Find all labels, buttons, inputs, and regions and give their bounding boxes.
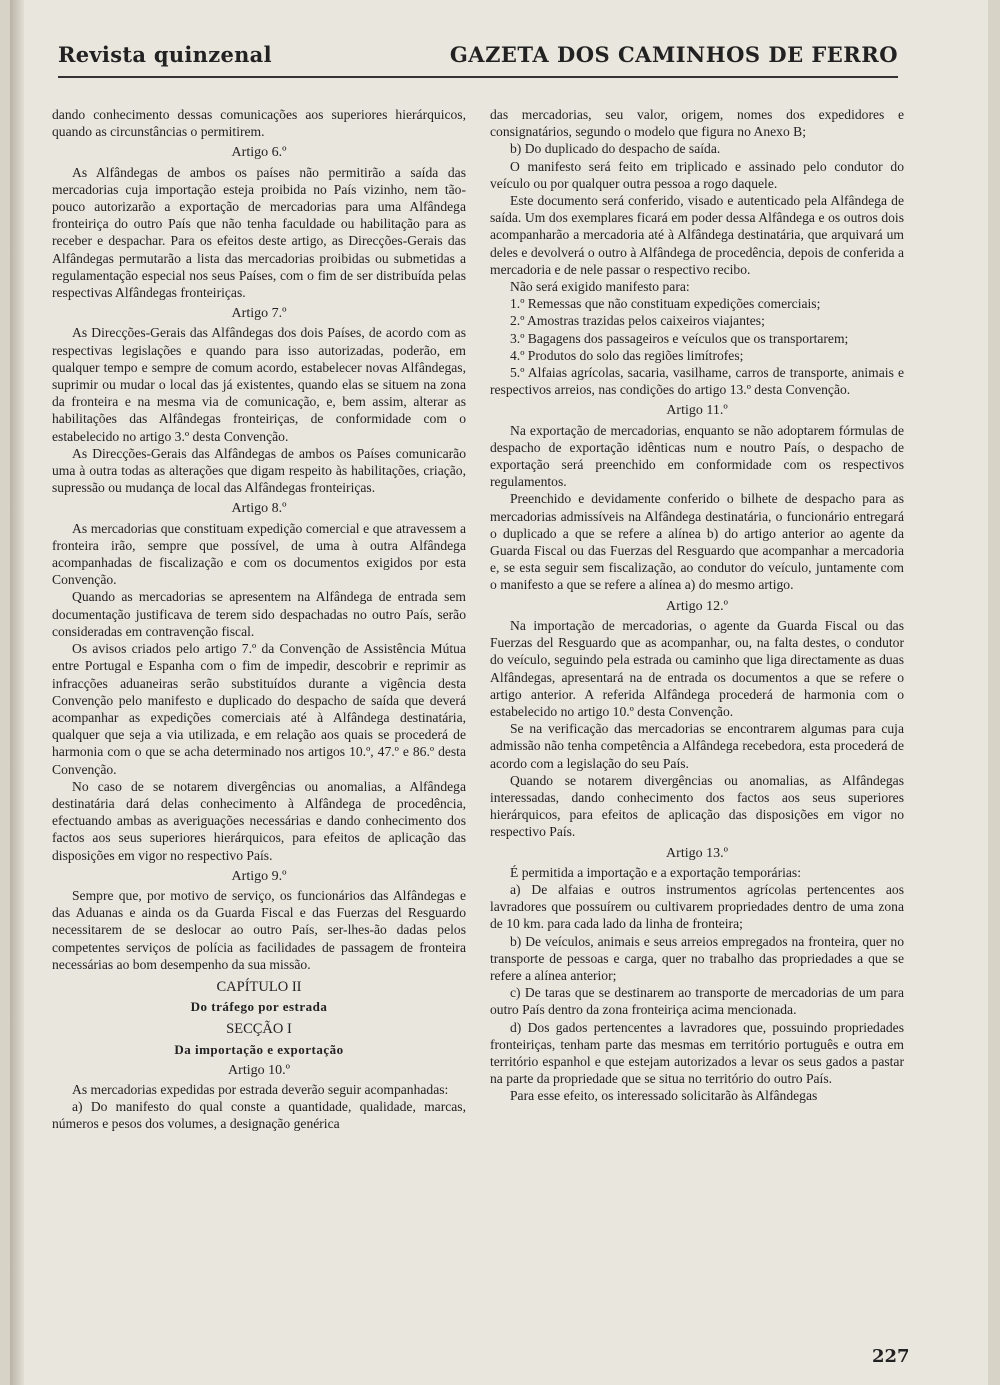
paragraph: 3.º Bagagens dos passageiros e veículos que os transportarem; [510,330,849,346]
article-heading: Artigo 10.º [228,1062,290,1078]
header-rule [58,76,898,78]
article-heading: Artigo 12.º [666,598,728,614]
section-subheading: Da importação e exportação [174,1041,344,1057]
paragraph: Sempre que, por motivo de serviço, os funcionários das Alfândegas e das Aduanas e ainda os da Guarda Fiscal e das Fuerzas del Resguardo necessitarem de se deslocar ao outro País, ser-lhes-ão dadas pelos competentes serviços de polícia as facilidades de passagem de fronteira necessárias ao bom desempenho da sua missão. [52,887,466,972]
paragraph: É permitida a importação e a exportação temporárias: [510,864,801,880]
paragraph: As mercadorias que constituam expedição comercial e que atravessem a fronteira irão, sempre que possível, de uma à outra Alfândega acompanhadas de fiscalização e com os documentos exigidos por esta Convenção. [52,520,466,588]
header-left-title: Revista quinzenal [58,42,272,67]
paragraph: Se na verificação das mercadorias se encontrarem algumas para cuja admissão não tenha competência a Alfândega recebedora, esta procederá de acordo com a legislação do seu País. [490,721,904,771]
paragraph: b) Do duplicado do despacho de saída. [510,141,721,157]
paragraph: As Direcções-Gerais das Alfândegas dos dois Países, de acordo com as respectivas legislações e quando para isso autorizadas, poderão, em qualquer tempo e sempre de comum acordo, estabelecer novas Alfândegas, suprimir ou mudar o local das já existentes, quando elas se situem na zona da fronteira e na mesma via de comunicação, e, bem assim, alterar as habilitações das Alfândegas fronteiriças, de conformidade com o estabelecido no artigo 3.º desta Convenção. [52,325,466,444]
paragraph: Na importação de mercadorias, o agente da Guarda Fiscal ou das Fuerzas del Resguardo que as acompanhar, ou, na falta destes, o condutor do veículo, seguindo pela estrada ou caminho que liga directamente as duas Alfândegas, apresentará na de entrada os documentos a que se refere o artigo anterior. A referida Alfândega procederá de harmonia com o estabelecido no artigo 10.º desta Convenção. [490,617,904,719]
paragraph: das mercadorias, seu valor, origem, nomes dos expedidores e consignatários, segundo o modelo que figura no Anexo B; [490,107,904,140]
paragraph: Preenchido e devidamente conferido o bilhete de despacho para as mercadorias admissíveis na Alfândega destinatária, o funcionário entregará o duplicado a que se refere a alínea b) do artigo anterior ao agente da Guarda Fiscal ou das Fuerzas del Resguardo que acompanhar a mercadoria e, se esta seguir sem fiscalização, ao condutor do veículo, juntamente com o manifesto a que se refere a alínea a) do mesmo artigo. [490,491,904,593]
paragraph: 4.º Produtos do solo das regiões limítrofes; [510,347,744,363]
right-column [490,106,904,1105]
article-heading: Artigo 7.º [231,306,287,322]
article-heading: Artigo 6.º [231,145,287,161]
article-heading: Artigo 13.º [666,845,728,861]
page-spine-shadow [10,0,24,1385]
article-heading: Artigo 8.º [231,501,287,517]
document-page [10,0,988,1385]
paragraph: As Direcções-Gerais das Alfândegas de ambos os Países comunicarão uma à outra todas as alterações que digam respeito às habilitações, criação, supressão ou mudança de local das Alfândegas fronteiriças. [52,445,466,496]
paragraph: Quando se notarem divergências ou anomalias, as Alfândegas interessadas, dando conhecimento dos factos aos seus superiores hierárquicos, para efeitos de aplicação das disposições em vigor no respectivo País. [490,772,904,840]
paragraph: a) De alfaias e outros instrumentos agrícolas pertencentes aos lavradores que possuírem ou cultivarem propriedades dentro de uma zona de 10 km. para cada lado da linha de fronteira; [490,881,904,932]
paragraph: dando conhecimento dessas comunicações aos superiores hierárquicos, quando as circunstâncias o permitirem. [52,107,466,140]
section-subheading: Do tráfego por estrada [190,999,328,1015]
chapter-heading: SECÇÃO I [226,1021,292,1038]
paragraph: Quando as mercadorias se apresentem na Alfândega de entrada sem documentação justificava de terem sido despachadas no outro País, serão consideradas em contravenção fiscal. [52,589,466,639]
header-right-title: GAZETA DOS CAMINHOS DE FERRO [449,42,898,67]
paragraph: Este documento será conferido, visado e autenticado pela Alfândega de saída. Um dos exemplares ficará em poder dessa Alfândega e os outros dois acompanharão a mercadoria até à Alfândega destinatária, que arquivará um deles e devolverá o outro à Alfândega de procedência, depois de conferida a mercadoria e de nele passar o respectivo recibo. [490,193,904,277]
paragraph: 1.º Remessas que não constituam expedições comerciais; [510,296,821,312]
paragraph: Na exportação de mercadorias, enquanto se não adoptarem fórmulas de despacho de exportação idênticas num e noutro País, o despacho de exportação será preenchido em conformidade com os respectivos regulamentos. [490,422,904,490]
paragraph: a) Do manifesto do qual conste a quantidade, qualidade, marcas, números e pesos dos volumes, a designação genérica [52,1099,466,1132]
page-number: 227 [872,1346,910,1367]
chapter-heading: CAPÍTULO II [216,978,302,995]
paragraph: Não será exigido manifesto para: [510,279,690,295]
paragraph: As mercadorias expedidas por estrada deverão seguir acompanhadas: [72,1081,449,1097]
paragraph: 2.º Amostras trazidas pelos caixeiros viajantes; [510,313,765,329]
page-header [58,42,898,72]
paragraph: As Alfândegas de ambos os países não permitirão a saída das mercadorias cuja importação esteja proibida no País vizinho, nem tão-pouco autorizarão a exportação de mercadorias para uma Alfândega fronteiriça do outro País que não tenha faculdade ou habilitação para as receber e despachar. Para os efeitos deste artigo, as Direcções-Gerais das Alfândegas permutarão a lista das mercadorias proibidas ou submetidas a regulamentação especial nos seus Países, com o fim de ser distribuída pelas respectivas Alfândegas fronteiriças. [52,164,466,301]
paragraph: d) Dos gados pertencentes a lavradores que, possuindo propriedades fronteiriças, tenham parte das mesmas em território português e outra em território espanhol e que estejam autorizados a levar os seus gados a pastar na parte da propriedade que se situa no território do outro País. [490,1019,904,1087]
article-heading: Artigo 11.º [666,403,728,419]
paragraph: No caso de se notarem divergências ou anomalias, a Alfândega destinatária dará delas conhecimento à Alfândega de procedência, efectuando ambas as averiguações necessárias e dando conhecimento dos factos aos seus superiores hierárquicos, para efeitos de aplicação das disposições em vigor no respectivo País. [52,778,466,863]
paragraph: 5.º Alfaias agrícolas, sacaria, vasilhame, carros de transporte, animais e respectivos arreios, nas condições do artigo 13.º desta Convenção. [490,365,904,398]
paragraph: Para esse efeito, os interessado solicitarão às Alfândegas [510,1088,818,1104]
paragraph: O manifesto será feito em triplicado e assinado pelo condutor do veículo ou por qualquer outra pessoa a rogo daquele. [490,158,904,191]
paragraph: c) De taras que se destinarem ao transporte de mercadorias de um para outro País dentro da zona fronteiriça acima mencionada. [490,985,904,1018]
article-heading: Artigo 9.º [231,868,287,884]
paragraph: b) De veículos, animais e seus arreios empregados na fronteira, quer no transporte de pessoas e carga, quer no trabalho das propriedades a que se refere a alínea anterior; [490,933,904,983]
left-column [52,106,466,1133]
paragraph: Os avisos criados pelo artigo 7.º da Convenção de Assistência Mútua entre Portugal e Espanha com o fim de impedir, descobrir e reprimir as infracções aduaneiras serão substituídos durante a vigência desta Convenção pelo manifesto e duplicado do despacho de saída que deverá acompanhar as expedições comerciais até à Alfândega destinatária, qualquer que seja a via utilizada, e em relação aos quais se procederá de harmonia com o que se acha determinado nos artigos 10.º, 47.º e 86.º desta Convenção. [52,641,466,777]
